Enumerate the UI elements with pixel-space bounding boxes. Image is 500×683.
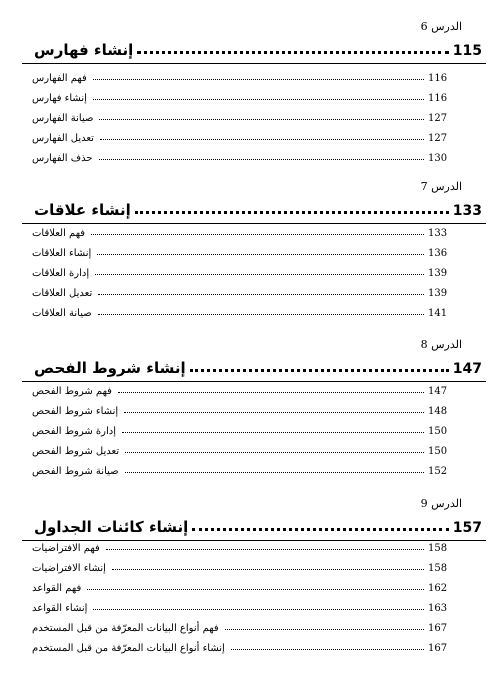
toc-entry-page: 139 xyxy=(428,288,448,299)
toc-entry[interactable] xyxy=(30,243,452,259)
toc-entry-page: 130 xyxy=(428,153,448,164)
toc-entry[interactable] xyxy=(30,558,452,574)
toc-entry-page: 127 xyxy=(428,113,448,124)
lesson-page-number: 157 xyxy=(452,520,482,536)
toc-entry-page: 116 xyxy=(428,93,448,104)
toc-entry-text: فهم شروط الفحص xyxy=(32,386,112,397)
dot-leader xyxy=(99,119,424,120)
toc-entry[interactable] xyxy=(30,441,452,457)
toc-entry-text: فهم القواعد xyxy=(32,583,82,594)
toc-entry-text: إدارة العلاقات xyxy=(32,268,90,279)
toc-entry-text: صيانة العلاقات xyxy=(32,308,92,319)
toc-entry[interactable] xyxy=(30,148,452,164)
lesson-title: إنشاء شروط الفحص xyxy=(34,359,186,377)
lesson-page-number: 115 xyxy=(452,43,482,59)
toc-entry-page: 148 xyxy=(428,406,448,417)
lesson-title: إنشاء علاقات xyxy=(34,201,131,219)
dot-leader xyxy=(93,609,424,610)
dot-leader xyxy=(112,569,424,570)
toc-entry-text: إنشاء فهارس xyxy=(32,93,87,104)
toc-entry-text: إنشاء أنواع البيانات المعرّفة من قبل المستخدم xyxy=(32,643,225,654)
dot-leader xyxy=(231,649,424,650)
toc-entry-text: إنشاء العلاقات xyxy=(32,248,92,259)
dot-leader xyxy=(106,549,424,550)
toc-entry[interactable] xyxy=(30,421,452,437)
toc-entry[interactable] xyxy=(30,618,452,634)
toc-entry-page: 167 xyxy=(428,643,448,654)
toc-entry-text: تعديل العلاقات xyxy=(32,288,93,299)
dot-leader xyxy=(93,79,424,80)
toc-entry[interactable] xyxy=(30,598,452,614)
dot-leader xyxy=(99,159,424,160)
lesson-title-row[interactable] xyxy=(30,37,482,59)
lesson-title: إنشاء فهارس xyxy=(34,41,134,59)
dot-leader xyxy=(97,254,424,255)
toc-entry-page: 162 xyxy=(428,583,448,594)
toc-entry[interactable] xyxy=(30,303,452,319)
dot-leader xyxy=(98,314,424,315)
dot-leader xyxy=(225,629,424,630)
toc-entry-text: فهم الافتراضيات xyxy=(32,543,100,554)
dot-leader xyxy=(125,472,424,473)
dot-leader xyxy=(91,234,424,235)
toc-entry[interactable] xyxy=(30,578,452,594)
dot-leader xyxy=(122,432,424,433)
toc-entry[interactable] xyxy=(30,401,452,417)
toc-entry-page: 158 xyxy=(428,543,448,554)
toc-entry-page: 158 xyxy=(428,563,448,574)
toc-entry[interactable] xyxy=(30,68,452,84)
lesson-label: الدرس 8 xyxy=(420,338,462,351)
toc-entry[interactable] xyxy=(30,88,452,104)
toc-entry-page: 133 xyxy=(428,228,448,239)
dot-leader xyxy=(124,412,424,413)
lesson-page-number: 133 xyxy=(452,203,482,219)
toc-entry-text: فهم العلاقات xyxy=(32,228,86,239)
dot-leader xyxy=(95,274,424,275)
toc-entry-page: 141 xyxy=(428,308,448,319)
lesson-label: الدرس 7 xyxy=(420,180,462,193)
toc-entry[interactable] xyxy=(30,538,452,554)
lesson-title-row[interactable] xyxy=(30,197,482,219)
toc-entry-text: فهم أنواع البيانات المعرّفة من قبل المستخدم xyxy=(32,623,219,634)
dot-leader xyxy=(100,139,424,140)
lesson-title: إنشاء كائنات الجداول xyxy=(34,518,189,536)
toc-entry-page: 116 xyxy=(428,73,448,84)
toc-entry-text: فهم الفهارس xyxy=(32,73,87,84)
toc-entry-page: 136 xyxy=(428,248,448,259)
toc-entry-page: 150 xyxy=(428,426,448,437)
toc-entry-page: 127 xyxy=(428,133,448,144)
dot-leader xyxy=(192,528,448,531)
toc-entry-page: 150 xyxy=(428,446,448,457)
toc-entry-text: تعديل شروط الفحص xyxy=(32,446,120,457)
lesson-page-number: 147 xyxy=(452,361,482,377)
toc-entry[interactable] xyxy=(30,223,452,239)
dot-leader xyxy=(93,99,424,100)
toc-entry[interactable] xyxy=(30,128,452,144)
dot-leader xyxy=(118,392,424,393)
toc-entry-text: إدارة شروط الفحص xyxy=(32,426,116,437)
lesson-title-row[interactable] xyxy=(30,514,482,536)
toc-entry-text: إنشاء شروط الفحص xyxy=(32,406,119,417)
toc-entry[interactable] xyxy=(30,461,452,477)
toc-entry-page: 147 xyxy=(428,386,448,397)
toc-entry-page: 167 xyxy=(428,623,448,634)
dot-leader xyxy=(135,211,449,214)
toc-entry[interactable] xyxy=(30,638,452,654)
toc-entry[interactable] xyxy=(30,263,452,279)
toc-entry-page: 163 xyxy=(428,603,448,614)
toc-entry-text: صيانة الفهارس xyxy=(32,113,94,124)
toc-entry-text: إنشاء الافتراضيات xyxy=(32,563,106,574)
dot-leader xyxy=(98,294,424,295)
dot-leader xyxy=(87,589,424,590)
toc-entry[interactable] xyxy=(30,108,452,124)
toc-entry[interactable] xyxy=(30,283,452,299)
dot-leader xyxy=(125,452,424,453)
toc-entry-text: حذف الفهارس xyxy=(32,153,93,164)
toc-entry-page: 139 xyxy=(428,268,448,279)
toc-entry-text: صيانة شروط الفحص xyxy=(32,466,119,477)
lesson-title-row[interactable] xyxy=(30,355,482,377)
dot-leader xyxy=(190,369,449,372)
dot-leader xyxy=(137,51,449,54)
toc-entry-text: تعديل الفهارس xyxy=(32,133,94,144)
lesson-label: الدرس 6 xyxy=(420,20,462,33)
lesson-label: الدرس 9 xyxy=(420,497,462,510)
toc-entry[interactable] xyxy=(30,381,452,397)
toc-entry-text: إنشاء القواعد xyxy=(32,603,88,614)
toc-entry-page: 152 xyxy=(428,466,448,477)
section-rule xyxy=(22,63,486,64)
